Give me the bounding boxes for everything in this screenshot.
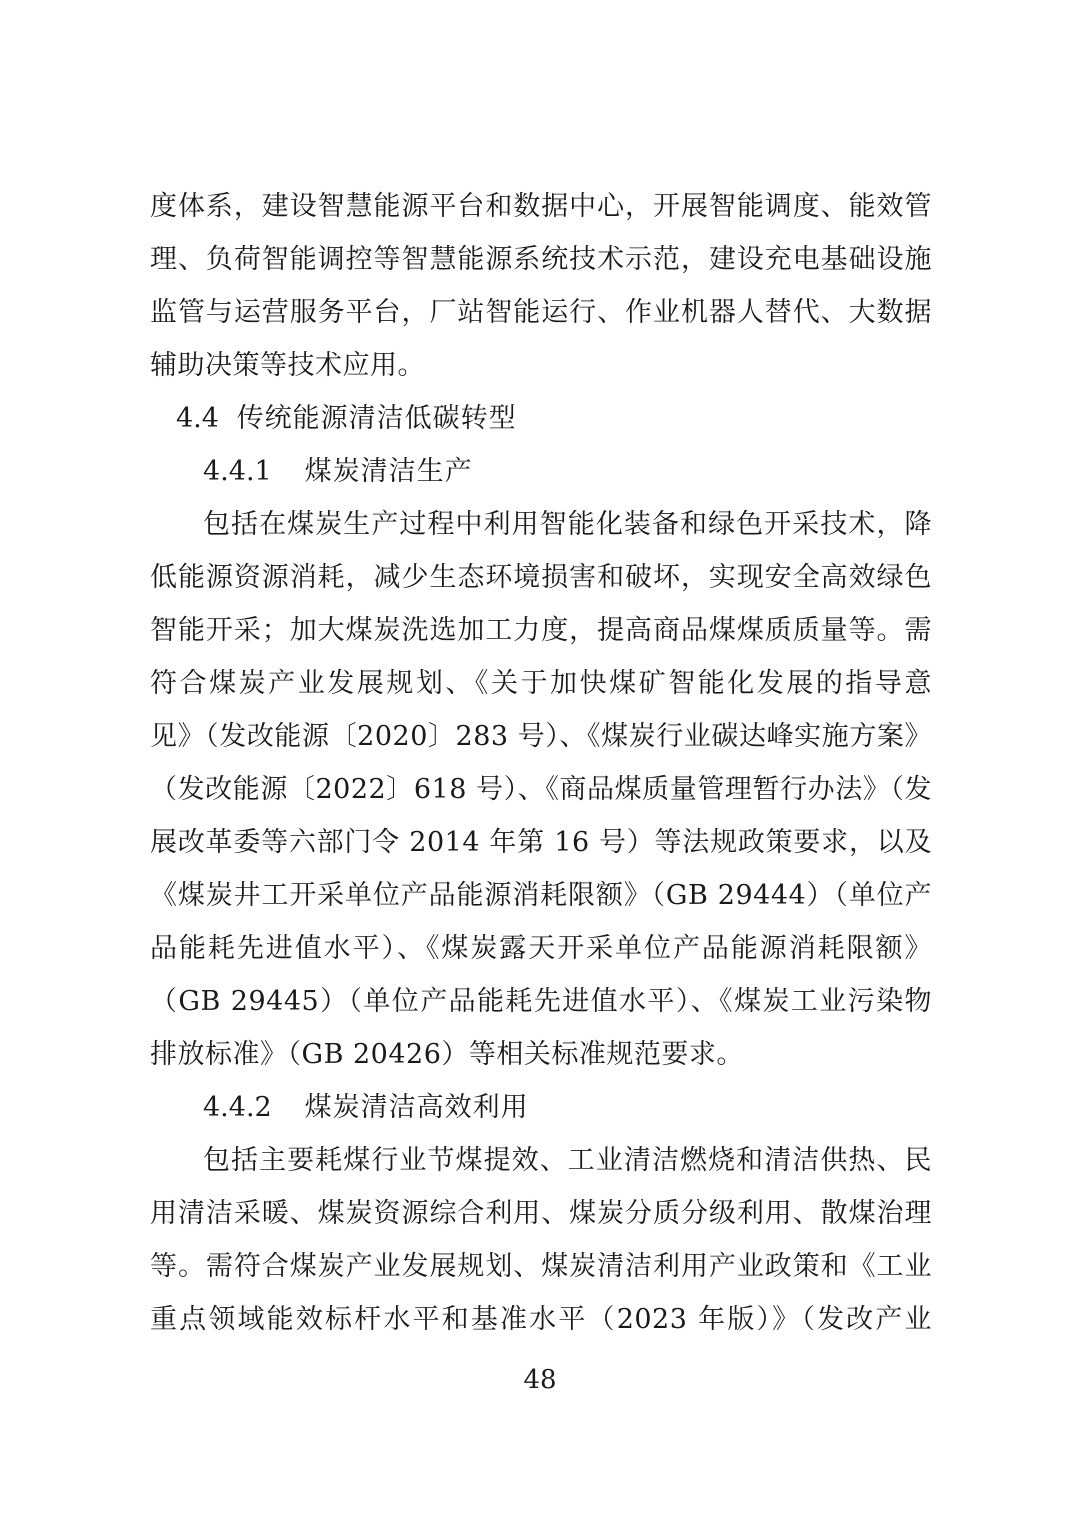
paragraph-line: 《煤炭井工开采单位产品能源消耗限额》（GB 29444）（单位产 [150,880,932,911]
paragraph-line: 包括主要耗煤行业节煤提效、工业清洁燃烧和清洁供热、民 [203,1145,932,1176]
paragraph-line: （发改能源〔2022〕618 号）、《商品煤质量管理暂行办法》（发 [150,774,932,805]
paragraph-line: 监管与运营服务平台，厂站智能运行、作业机器人替代、大数据 [150,297,932,328]
paragraph-line: 智能开采；加大煤炭洗选加工力度，提高商品煤煤质质量等。需 [150,615,932,646]
paragraph-line: 包括在煤炭生产过程中利用智能化装备和绿色开采技术，降 [203,509,932,540]
paragraph-line: 用清洁采暖、煤炭资源综合利用、煤炭分质分级利用、散煤治理 [150,1198,932,1229]
section-title: 煤炭清洁高效利用 [304,1092,529,1123]
paragraph-line: 符合煤炭产业发展规划、《关于加快煤矿智能化发展的指导意 [150,668,932,699]
paragraph-line: （GB 29445）（单位产品能耗先进值水平）、《煤炭工业污染物 [150,986,932,1017]
page-number: 48 [523,1365,557,1395]
paragraph-line: 重点领域能效标杆水平和基准水平（2023 年版）》（发改产业 [150,1304,932,1335]
section-heading-4-4-2 [203,1088,529,1128]
paragraph-line: 度体系，建设智慧能源平台和数据中心，开展智能调度、能效管 [150,191,932,222]
paragraph-line: 品能耗先进值水平）、《煤炭露天开采单位产品能源消耗限额》 [150,933,932,964]
section-title: 传统能源清洁低碳转型 [236,403,517,434]
section-title: 煤炭清洁生产 [304,456,473,487]
paragraph-line: 低能源资源消耗，减少生态环境损害和破坏，实现安全高效绿色 [150,562,932,593]
section-number: 4.4.1 [203,456,272,487]
paragraph-line: 展改革委等六部门令 2014 年第 16 号）等法规政策要求，以及 [150,827,932,858]
paragraph-line: 见》（发改能源〔2020〕283 号）、《煤炭行业碳达峰实施方案》 [150,721,932,752]
section-heading-4-4 [176,399,517,439]
paragraph-line: 排放标准》（GB 20426）等相关标准规范要求。 [150,1039,744,1070]
paragraph-line: 等。需符合煤炭产业发展规划、煤炭清洁利用产业政策和《工业 [150,1251,932,1282]
paragraph-line: 理、负荷智能调控等智慧能源系统技术示范，建设充电基础设施 [150,244,932,275]
section-number: 4.4.2 [203,1092,272,1123]
paragraph-line: 辅助决策等技术应用。 [150,350,425,381]
section-heading-4-4-1 [203,452,473,492]
section-number: 4.4 [176,403,219,434]
